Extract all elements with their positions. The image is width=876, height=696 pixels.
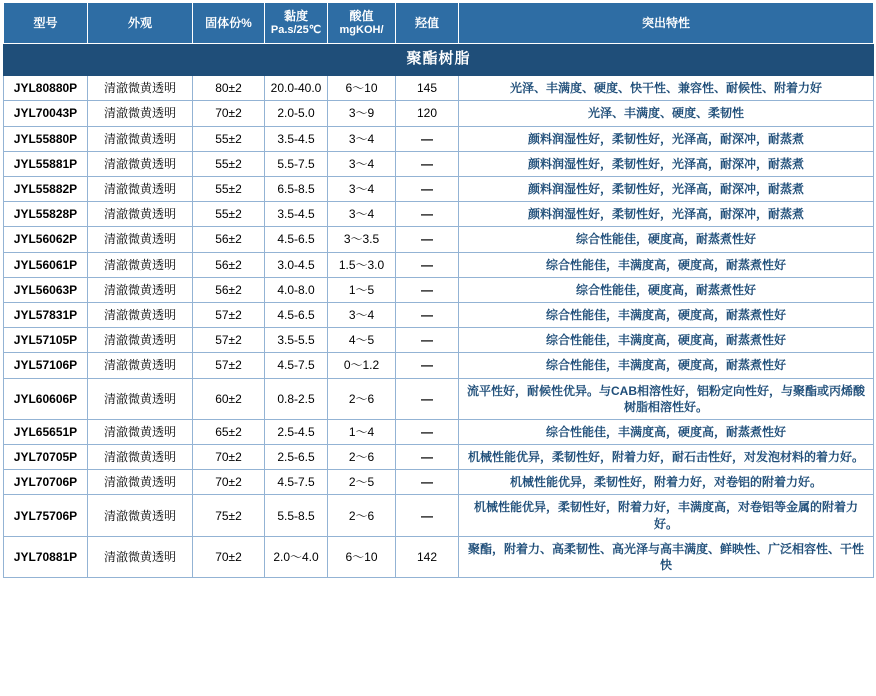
table-row (4, 328, 874, 353)
column-header-viscosity-label: 黏度 (283, 8, 308, 23)
cell-model: JYL57831P (4, 302, 88, 327)
cell-appearance: 清澈微黄透明 (88, 151, 193, 176)
page-title: 聚酯树脂 (4, 44, 874, 76)
cell-solid-content: 56±2 (193, 277, 265, 302)
cell-model: JYL55881P (4, 151, 88, 176)
column-header-solid-content-label: 固体份% (205, 15, 252, 30)
cell-viscosity: 2.5-4.5 (265, 419, 328, 444)
cell-appearance: 清澈微黄透明 (88, 177, 193, 202)
cell-model: JYL56063P (4, 277, 88, 302)
table-row (4, 378, 874, 419)
cell-model: JYL60606P (4, 378, 88, 419)
cell-model: JYL55882P (4, 177, 88, 202)
table-row (4, 227, 874, 252)
cell-feature: 综合性能佳，丰满度高，硬度高，耐蒸煮性好 (459, 302, 874, 327)
cell-feature: 综合性能佳，丰满度高，硬度高，耐蒸煮性好 (459, 252, 874, 277)
column-header-features-label: 突出特性 (641, 15, 690, 30)
cell-acid-value: 3～4 (328, 177, 396, 202)
column-header-solid-content (193, 3, 265, 44)
cell-viscosity: 4.5-7.5 (265, 353, 328, 378)
cell-feature: 综合性能佳，硬度高，耐蒸煮性好 (459, 227, 874, 252)
table-row (4, 445, 874, 470)
cell-feature: 颜料润湿性好，柔韧性好，光泽高，耐深冲，耐蒸煮 (459, 177, 874, 202)
table-row (4, 101, 874, 126)
cell-viscosity: 5.5-7.5 (265, 151, 328, 176)
cell-model: JYL55880P (4, 126, 88, 151)
cell-hydroxyl-value: — (396, 328, 459, 353)
column-header-model-label: 型号 (33, 15, 58, 30)
cell-appearance: 清澈微黄透明 (88, 445, 193, 470)
cell-appearance: 清澈微黄透明 (88, 353, 193, 378)
polyester-resin-table (3, 2, 874, 578)
cell-viscosity: 2.5-6.5 (265, 445, 328, 470)
cell-appearance: 清澈微黄透明 (88, 419, 193, 444)
cell-feature: 颜料润湿性好，柔韧性好，光泽高，耐深冲，耐蒸煮 (459, 202, 874, 227)
cell-viscosity: 0.8-2.5 (265, 378, 328, 419)
cell-hydroxyl-value: — (396, 445, 459, 470)
cell-hydroxyl-value: — (396, 177, 459, 202)
cell-model: JYL70881P (4, 536, 88, 577)
cell-hydroxyl-value: — (396, 277, 459, 302)
cell-feature: 机械性能优异，柔韧性好，附着力好，丰满度高，对卷铝等金属的附着力好。 (459, 495, 874, 536)
cell-viscosity: 4.0-8.0 (265, 277, 328, 302)
cell-appearance: 清澈微黄透明 (88, 126, 193, 151)
cell-viscosity: 4.5-6.5 (265, 227, 328, 252)
cell-solid-content: 55±2 (193, 177, 265, 202)
column-header-appearance (88, 3, 193, 44)
table-row (4, 470, 874, 495)
cell-hydroxyl-value: 142 (396, 536, 459, 577)
cell-model: JYL80880P (4, 76, 88, 101)
table-row (4, 177, 874, 202)
table-row (4, 126, 874, 151)
cell-appearance: 清澈微黄透明 (88, 328, 193, 353)
cell-acid-value: 3～4 (328, 126, 396, 151)
table-row (4, 353, 874, 378)
cell-appearance: 清澈微黄透明 (88, 378, 193, 419)
table-row (4, 302, 874, 327)
cell-feature: 光泽、丰满度、硬度、快干性、兼容性、耐候性、附着力好 (459, 76, 874, 101)
column-header-viscosity (265, 3, 328, 44)
cell-model: JYL56062P (4, 227, 88, 252)
cell-viscosity: 20.0-40.0 (265, 76, 328, 101)
cell-hydroxyl-value: — (396, 302, 459, 327)
cell-acid-value: 1～5 (328, 277, 396, 302)
table-row (4, 277, 874, 302)
cell-appearance: 清澈微黄透明 (88, 101, 193, 126)
cell-appearance: 清澈微黄透明 (88, 202, 193, 227)
column-header-acid-value-unit: mgKOH/ (339, 23, 384, 36)
cell-model: JYL75706P (4, 495, 88, 536)
cell-hydroxyl-value: — (396, 378, 459, 419)
column-header-hydroxyl-value (396, 3, 459, 44)
table-row (4, 495, 874, 536)
cell-model: JYL57105P (4, 328, 88, 353)
cell-solid-content: 57±2 (193, 302, 265, 327)
cell-feature: 颜料润湿性好，柔韧性好，光泽高，耐深冲，耐蒸煮 (459, 151, 874, 176)
cell-appearance: 清澈微黄透明 (88, 252, 193, 277)
cell-feature: 机械性能优异，柔韧性好，附着力好，对卷铝的附着力好。 (459, 470, 874, 495)
cell-hydroxyl-value: — (396, 227, 459, 252)
cell-viscosity: 4.5-6.5 (265, 302, 328, 327)
cell-model: JYL70706P (4, 470, 88, 495)
cell-viscosity: 6.5-8.5 (265, 177, 328, 202)
cell-acid-value: 2～5 (328, 470, 396, 495)
cell-solid-content: 80±2 (193, 76, 265, 101)
cell-acid-value: 4～5 (328, 328, 396, 353)
cell-solid-content: 57±2 (193, 328, 265, 353)
cell-appearance: 清澈微黄透明 (88, 76, 193, 101)
cell-solid-content: 75±2 (193, 495, 265, 536)
cell-model: JYL57106P (4, 353, 88, 378)
cell-appearance: 清澈微黄透明 (88, 536, 193, 577)
cell-appearance: 清澈微黄透明 (88, 277, 193, 302)
cell-solid-content: 60±2 (193, 378, 265, 419)
cell-viscosity: 2.0-5.0 (265, 101, 328, 126)
column-header-acid-value (328, 3, 396, 44)
column-header-features (459, 3, 874, 44)
cell-viscosity: 5.5-8.5 (265, 495, 328, 536)
table-title-row (4, 44, 874, 76)
cell-appearance: 清澈微黄透明 (88, 470, 193, 495)
cell-acid-value: 3～9 (328, 101, 396, 126)
cell-feature: 颜料润湿性好，柔韧性好，光泽高，耐深冲，耐蒸煮 (459, 126, 874, 151)
cell-model: JYL70043P (4, 101, 88, 126)
table-row (4, 419, 874, 444)
cell-feature: 综合性能佳，硬度高，耐蒸煮性好 (459, 277, 874, 302)
cell-solid-content: 55±2 (193, 126, 265, 151)
cell-solid-content: 65±2 (193, 419, 265, 444)
table-row (4, 536, 874, 577)
cell-acid-value: 0～1.2 (328, 353, 396, 378)
cell-feature: 综合性能佳，丰满度高，硬度高，耐蒸煮性好 (459, 328, 874, 353)
cell-acid-value: 6～10 (328, 76, 396, 101)
cell-appearance: 清澈微黄透明 (88, 495, 193, 536)
cell-hydroxyl-value: — (396, 126, 459, 151)
cell-hydroxyl-value: 145 (396, 76, 459, 101)
cell-acid-value: 6～10 (328, 536, 396, 577)
cell-feature: 综合性能佳，丰满度高，硬度高，耐蒸煮性好 (459, 353, 874, 378)
cell-feature: 流平性好，耐候性优异。与CAB相溶性好，铝粉定向性好，与聚酯或丙烯酸树脂相溶性好。 (459, 378, 874, 419)
cell-viscosity: 4.5-7.5 (265, 470, 328, 495)
cell-feature: 聚酯，附着力、高柔韧性、高光泽与高丰满度、鲜映性、广泛相容性、干性快 (459, 536, 874, 577)
table-row (4, 151, 874, 176)
cell-feature: 综合性能佳，丰满度高，硬度高，耐蒸煮性好 (459, 419, 874, 444)
table-row (4, 202, 874, 227)
cell-viscosity: 2.0～4.0 (265, 536, 328, 577)
cell-appearance: 清澈微黄透明 (88, 227, 193, 252)
cell-viscosity: 3.5-4.5 (265, 202, 328, 227)
cell-solid-content: 70±2 (193, 101, 265, 126)
column-header-acid-value-label: 酸值 (349, 8, 374, 23)
cell-solid-content: 70±2 (193, 445, 265, 470)
cell-acid-value: 2～6 (328, 445, 396, 470)
table-body (4, 76, 874, 578)
cell-acid-value: 3～4 (328, 302, 396, 327)
cell-acid-value: 1～4 (328, 419, 396, 444)
cell-viscosity: 3.0-4.5 (265, 252, 328, 277)
cell-hydroxyl-value: — (396, 470, 459, 495)
cell-solid-content: 55±2 (193, 151, 265, 176)
cell-solid-content: 70±2 (193, 536, 265, 577)
cell-hydroxyl-value: — (396, 495, 459, 536)
column-header-viscosity-unit: Pa.s/25℃ (270, 23, 322, 36)
cell-hydroxyl-value: 120 (396, 101, 459, 126)
cell-solid-content: 56±2 (193, 252, 265, 277)
cell-solid-content: 70±2 (193, 470, 265, 495)
cell-acid-value: 3～4 (328, 202, 396, 227)
cell-acid-value: 3～3.5 (328, 227, 396, 252)
cell-viscosity: 3.5-5.5 (265, 328, 328, 353)
cell-feature: 光泽、丰满度、硬度、柔韧性 (459, 101, 874, 126)
cell-model: JYL65651P (4, 419, 88, 444)
cell-acid-value: 1.5～3.0 (328, 252, 396, 277)
column-header-hydroxyl-value-label: 羟值 (414, 15, 439, 30)
cell-model: JYL55828P (4, 202, 88, 227)
header-row (4, 3, 874, 44)
cell-hydroxyl-value: — (396, 151, 459, 176)
cell-viscosity: 3.5-4.5 (265, 126, 328, 151)
cell-acid-value: 2～6 (328, 378, 396, 419)
cell-model: JYL56061P (4, 252, 88, 277)
cell-acid-value: 3～4 (328, 151, 396, 176)
column-header-model (4, 3, 88, 44)
cell-acid-value: 2～6 (328, 495, 396, 536)
table-row (4, 252, 874, 277)
cell-appearance: 清澈微黄透明 (88, 302, 193, 327)
cell-hydroxyl-value: — (396, 353, 459, 378)
cell-model: JYL70705P (4, 445, 88, 470)
cell-hydroxyl-value: — (396, 419, 459, 444)
cell-hydroxyl-value: — (396, 202, 459, 227)
column-header-appearance-label: 外观 (127, 15, 152, 30)
cell-feature: 机械性能优异，柔韧性好，附着力好，耐石击性好，对发泡材料的着力好。 (459, 445, 874, 470)
cell-solid-content: 55±2 (193, 202, 265, 227)
cell-solid-content: 56±2 (193, 227, 265, 252)
cell-hydroxyl-value: — (396, 252, 459, 277)
cell-solid-content: 57±2 (193, 353, 265, 378)
table-row (4, 76, 874, 101)
table-header (4, 3, 874, 44)
